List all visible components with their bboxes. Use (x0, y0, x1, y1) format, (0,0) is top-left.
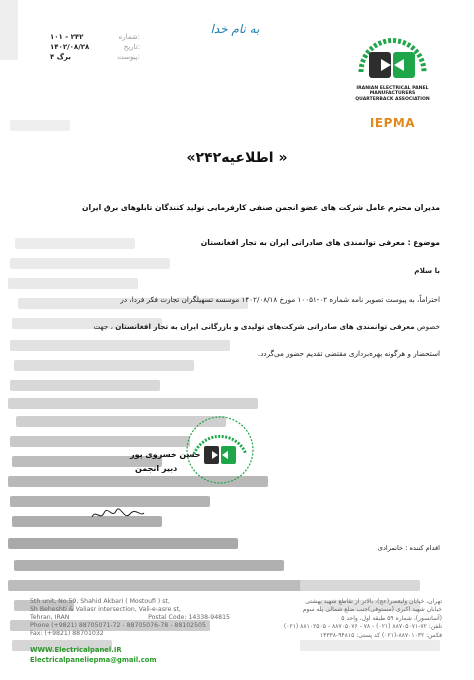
meta-attachment-label: پیوست: (117, 53, 140, 61)
greeting-line: با سلام (414, 266, 440, 275)
meta-number-row (50, 32, 140, 42)
meta-attachment-row (50, 52, 140, 62)
footer-en-line-2: Sh Beheshti & Valiasr intersection, Vali-e-asre st, (30, 606, 181, 613)
signatory-role: دبیر انجمن (135, 464, 178, 473)
footer-en-line-1: 5th unit, No.59, Shahid Akbari ( Mostoufi ) st, (30, 598, 170, 605)
logo-line-2: MANUFACTURERS (369, 91, 416, 97)
email-link[interactable]: Electricalpaneliepma@gmail.com (30, 656, 157, 664)
bismillah-heading: به نام خدا (210, 22, 260, 36)
body-line-3: استحضار و هرگونه بهره‌برداری مقتضی تقدیم حضور می‌گردد. (257, 349, 440, 358)
footer-en-city: Tehran, IRAN (30, 614, 70, 621)
logo-emblem-icon (345, 28, 440, 88)
association-logo (345, 28, 440, 128)
footer-fa-line-5: فکس: ۸۸۷۰۱۰۳۲-(۰۲۱) کد پستی: ۹۴۸۱۵-۱۴۳۳۸ (319, 631, 442, 639)
logo-abbreviation: IEPMA (369, 116, 416, 130)
signatory-name: حسن خسروی پور (130, 450, 201, 459)
meta-attachment-value: ۴ برگ (50, 53, 71, 61)
preparer-line: اقدام کننده : خانمرادی (377, 544, 440, 552)
handwritten-signature (88, 505, 148, 525)
footer-fa-line-1: تهران، خیابان ولیعصر(عج)، بالاتر از تقاطع شهید بهشتی (305, 598, 442, 605)
logo-line-1: IRANIAN ELECTRICAL PANEL (356, 86, 429, 91)
logo-english-name (345, 86, 440, 102)
body-line-2 (94, 322, 441, 331)
meta-date-label: تاریخ: (123, 43, 140, 51)
addressee-line: مدیران محترم عامل شرکت های عضو انجمن صنفی کارفرمایی تولید کنندگان تابلوهای برق ایران (81, 203, 440, 212)
footer-en-fax: Fax: (+9821) 88701032 (30, 630, 104, 637)
body-line-2-suffix: ، جهت (93, 322, 113, 331)
body-line-2-bold: معرفی توانمندی های صادراتی شرکت‌های تولیدی و بازرگانی ایران به تجار افغانستان (115, 322, 415, 331)
footer-fa-line-3: (آسانسور)، شماره ۵۹ طبقه اول، واحد ۵ (341, 614, 442, 622)
footer-persian-address (242, 598, 442, 640)
body-line-1: احتراماً، به پیوست تصویر نامه شماره ۰۲-۱۰۰۵۱ مورخ ۱۴۰۲/۰۸/۱۸ موسسه تسهیلگران تجارت فکر فردا، در (120, 295, 440, 304)
notice-title: « اطلاعیه۲۴۲» (186, 150, 288, 166)
meta-number-label: شماره: (118, 33, 140, 41)
footer-en-postal: Postal Code: 14338-94815 (148, 614, 230, 621)
meta-date-row (50, 42, 140, 52)
footer-links (30, 645, 157, 665)
meta-date-value: ۱۴۰۲/۰۸/۲۸ (50, 43, 90, 51)
footer-fa-line-4: تلفن: ۷۲-۸۸۷۰۵۰۷۱ (۰۲۱) - ۷۸ - ۸۸۷۰۵۰۷۶ - ۸۸۱۰۲۵۰۵ (۰۲۱) (283, 623, 442, 631)
subject-line: موضوع : معرفی توانمندی های صادراتی ایران به تجار افغانستان (200, 238, 440, 247)
meta-number-value: ۱۰۱ - ۲۴۲ (50, 33, 84, 41)
website-link[interactable]: WWW.Electricalpanel.IR (30, 646, 122, 654)
body-line-2-prefix: خصوص (416, 322, 440, 331)
letter-meta (50, 32, 140, 62)
footer-fa-line-2: خیابان شهید اکبری (مستوفی)جنب ضلع شمالی پله سوم (302, 606, 442, 614)
footer-en-phone: Phone (+9821) 88705071-72 - 88705076-78 - 88102505 (30, 622, 206, 629)
footer-english-address (30, 598, 230, 638)
logo-line-3: QUARTERBACK ASSOCIATION (355, 96, 430, 102)
